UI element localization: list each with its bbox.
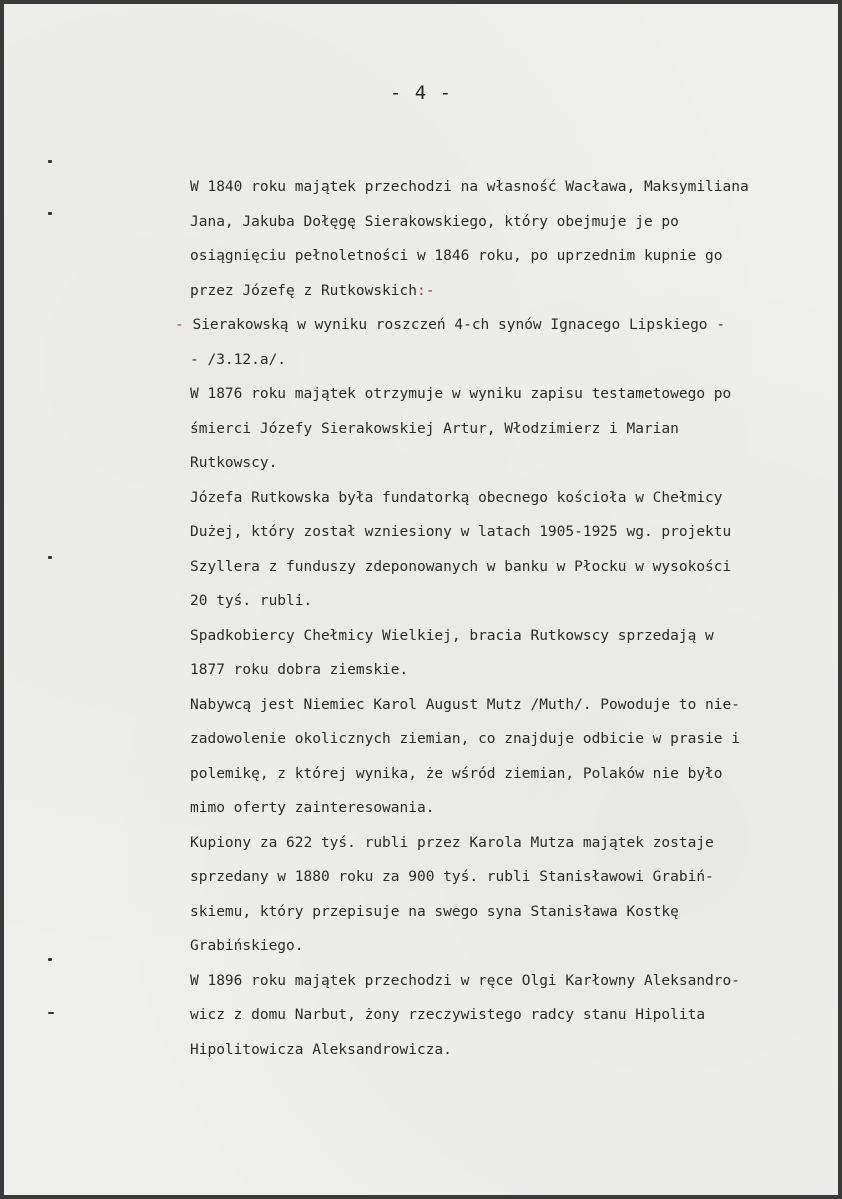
text-line: 20 tyś. rubli. xyxy=(190,593,313,609)
text-line: Dużej, który został wzniesiony w latach 1905-1925 wg. projektu xyxy=(190,524,732,540)
margin-mark xyxy=(48,160,52,163)
margin-mark xyxy=(48,556,52,559)
margin-mark xyxy=(48,212,52,215)
text-line: osiągnięciu pełnoletności w 1846 roku, po uprzednim kupnie go xyxy=(190,248,723,264)
text-line: W 1896 roku majątek przechodzi w ręce Olgi Karłowny Aleksandro- xyxy=(190,972,740,989)
text-line-content: przez Józefę z Rutkowskich xyxy=(190,282,417,299)
document-page xyxy=(4,4,838,1195)
text-line: Grabińskiego. xyxy=(190,938,304,954)
text-line: Spadkobiercy Chełmicy Wielkiej, bracia Rutkowscy sprzedają w xyxy=(190,627,714,644)
page-number: - 4 - xyxy=(389,82,453,104)
text-line: W 1876 roku majątek otrzymuje w wyniku zapisu testametowego po xyxy=(190,386,732,402)
text-line: Hipolitowicza Aleksandrowicza. xyxy=(190,1041,452,1058)
text-line: wicz z domu Narbut, żony rzeczywistego radcy stanu Hipolita xyxy=(190,1007,706,1023)
text-line: 1877 roku dobra ziemskie. xyxy=(190,662,409,678)
insert-mark: - xyxy=(175,317,193,333)
text-line: śmierci Józefy Sierakowskiej Artur, Włodzimierz i Marian xyxy=(190,420,679,437)
text-line xyxy=(190,274,842,309)
text-line: Szyllera z funduszy zdeponowanych w banku w Płocku w wysokości xyxy=(190,558,732,575)
text-line: skiemu, który przepisuje na swego syna Stanisława Kostkę xyxy=(190,903,679,920)
text-line-content: Sierakowską w wyniku roszczeń 4-ch synów Ignacego Lipskiego - xyxy=(192,317,725,333)
text-line: - /3.12.a/. xyxy=(190,351,287,368)
text-line xyxy=(175,308,842,343)
text-line: zadowolenie okolicznych ziemian, co znajduje odbicie w prasie i xyxy=(190,731,740,747)
text-line: W 1840 roku majątek przechodzi na własność Wacława, Maksymiliana xyxy=(190,179,749,195)
text-line: polemikę, z której wynika, że wśród ziemian, Polaków nie było xyxy=(190,765,723,782)
text-line: Józefa Rutkowska była fundatorką obecnego kościoła w Chełmicy xyxy=(190,489,723,506)
body-text xyxy=(175,170,842,1067)
text-line: Nabywcą jest Niemiec Karol August Mutz /Muth/. Powoduje to nie- xyxy=(190,696,740,713)
margin-mark xyxy=(48,958,52,961)
text-line: Rutkowscy. xyxy=(190,455,278,471)
margin-mark xyxy=(48,1012,54,1014)
text-line: mimo oferty zainteresowania. xyxy=(190,800,435,816)
insert-mark: :- xyxy=(416,282,435,299)
text-line: Kupiony za 622 tyś. rubli przez Karola Mutza majątek zostaje xyxy=(190,834,714,851)
text-line: sprzedany w 1880 roku za 900 tyś. rubli Stanisławowi Grabiń- xyxy=(190,869,714,885)
text-line: Jana, Jakuba Dołęgę Sierakowskiego, który obejmuje je po xyxy=(190,213,679,230)
